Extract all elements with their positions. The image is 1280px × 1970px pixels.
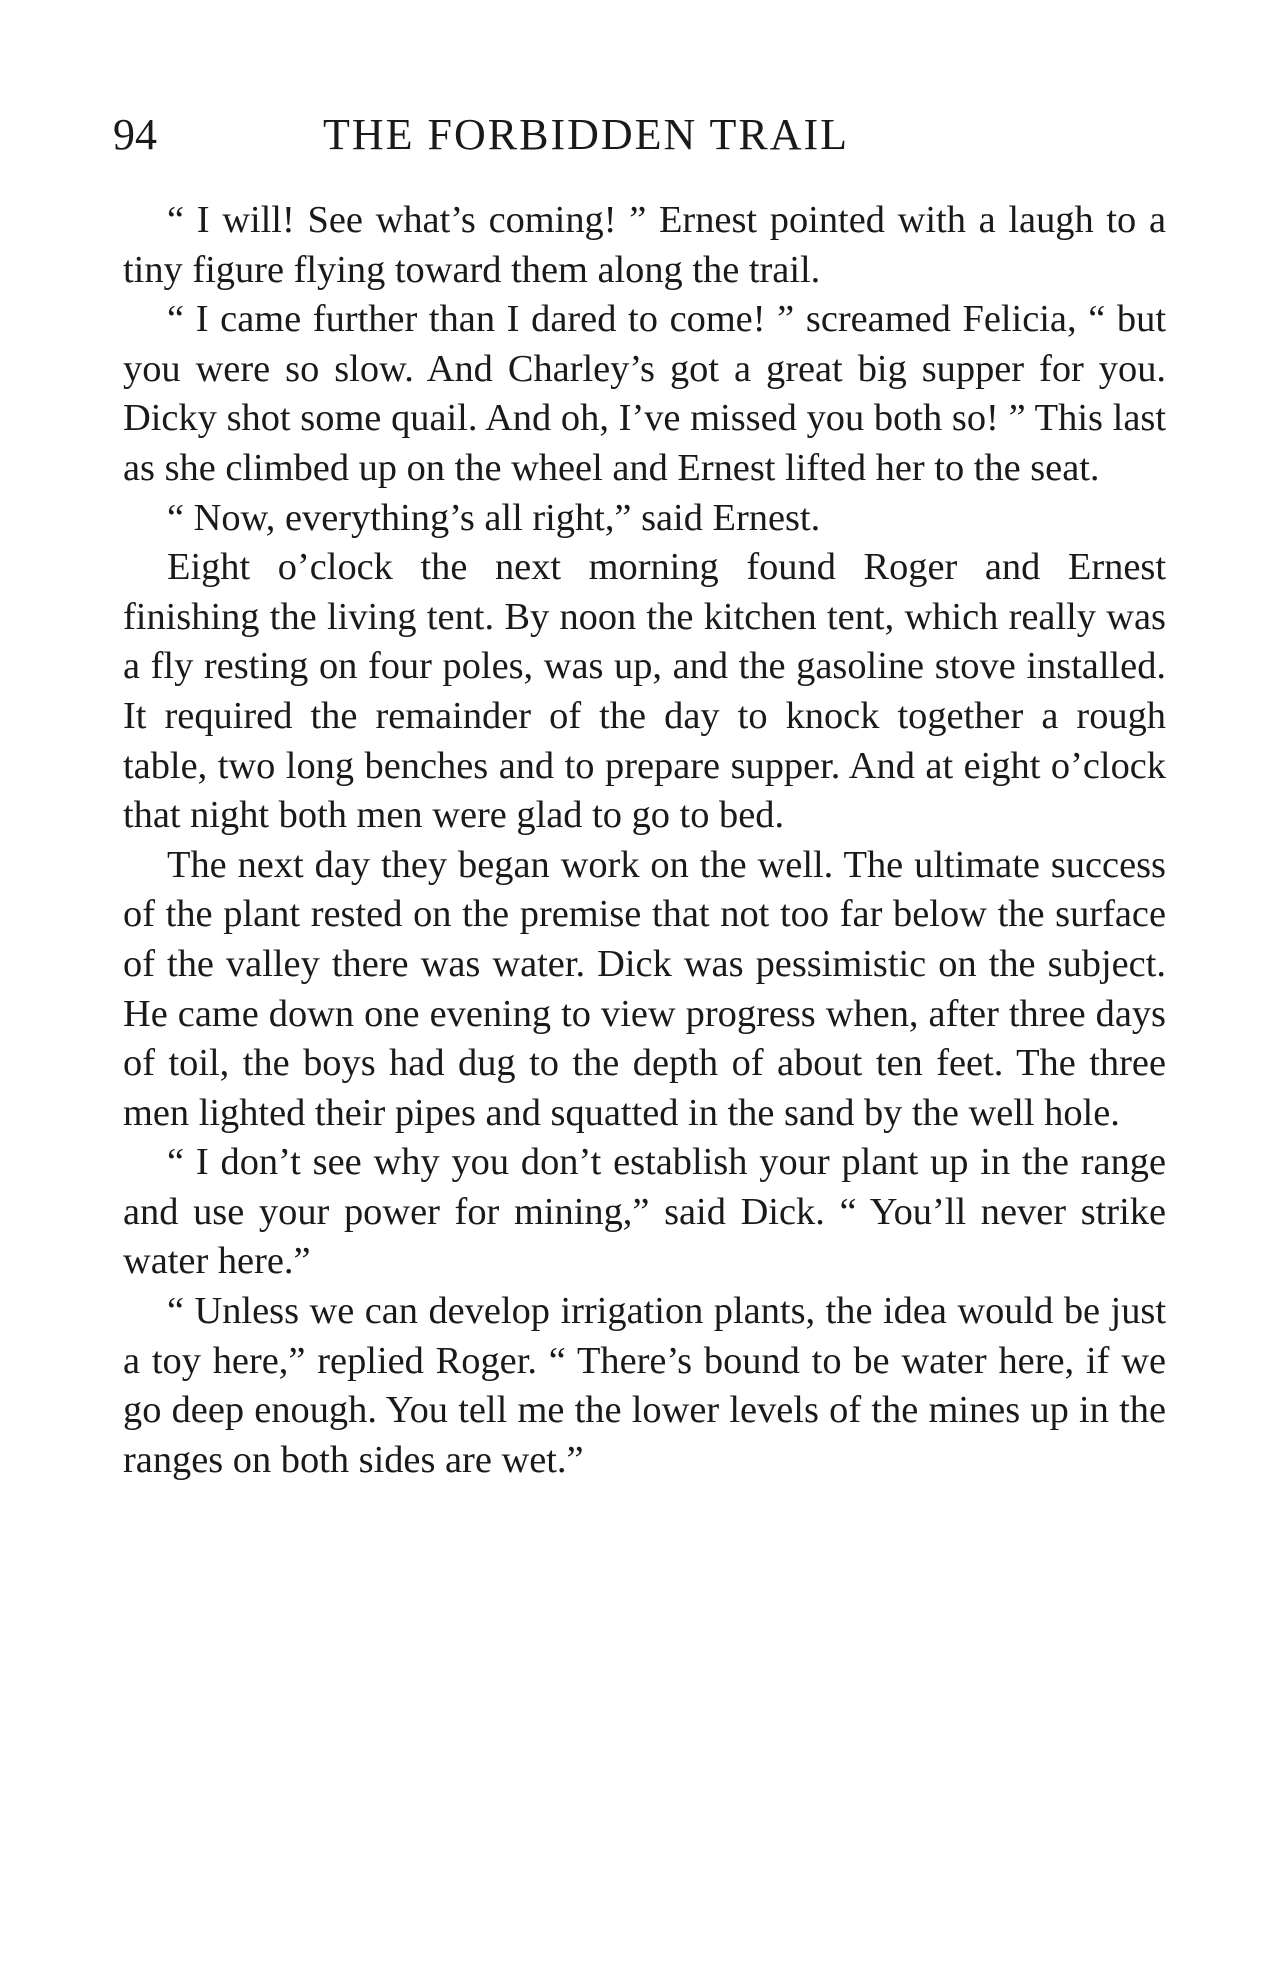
paragraph: “ Unless we can develop irrigation plants, the idea would be just a toy here,” replied Roger. “ There’s bound to be water here, if we go deep enough. You tell me the lower levels of the mines up in the ranges on both sides are wet.” (123, 1290, 1166, 1481)
paragraph: “ I don’t see why you don’t establish your plant up in the range and use your power for mining,” said Dick. “ You’ll never strike water here.” (123, 1141, 1166, 1283)
paragraph: “ Now, everything’s all right,” said Ernest. (167, 496, 821, 539)
running-title: THE FORBIDDEN TRAIL (323, 110, 850, 159)
paragraph: Eight o’clock the next morning found Roger and Ernest finishing the living tent. By noon the kitchen tent, which really was a fly resting on four poles, was up, and the gasoline stove installed. It required the remainder of the day to knock together a rough table, two long benches and to prepare supper. And at eight o’clock that night both men were glad to go to bed. (123, 546, 1166, 837)
paragraph: The next day they began work on the well. The ultimate success of the plant rested on the premise that not too far below the surface of the valley there was water. Dick was pessimistic on the subject. He came down one evening to view progress when, after three days of toil, the boys had dug to the depth of about ten feet. The three men lighted their pipes and squatted in the sand by the well hole. (123, 843, 1166, 1134)
paragraph: “ I came further than I dared to come! ” screamed Felicia, “ but you were so slow. And Charley’s got a great big supper for you. Dicky shot some quail. And oh, I’ve missed you both so! ” This last as she climbed up on the wheel and Ernest lifted her to the seat. (123, 298, 1166, 489)
page-number: 94 (113, 110, 157, 159)
body-text (123, 196, 1166, 1485)
paragraph: “ I will! See what’s coming! ” Ernest pointed with a laugh to a tiny figure flying toward them along the trail. (123, 199, 1166, 291)
running-head (113, 100, 1165, 170)
